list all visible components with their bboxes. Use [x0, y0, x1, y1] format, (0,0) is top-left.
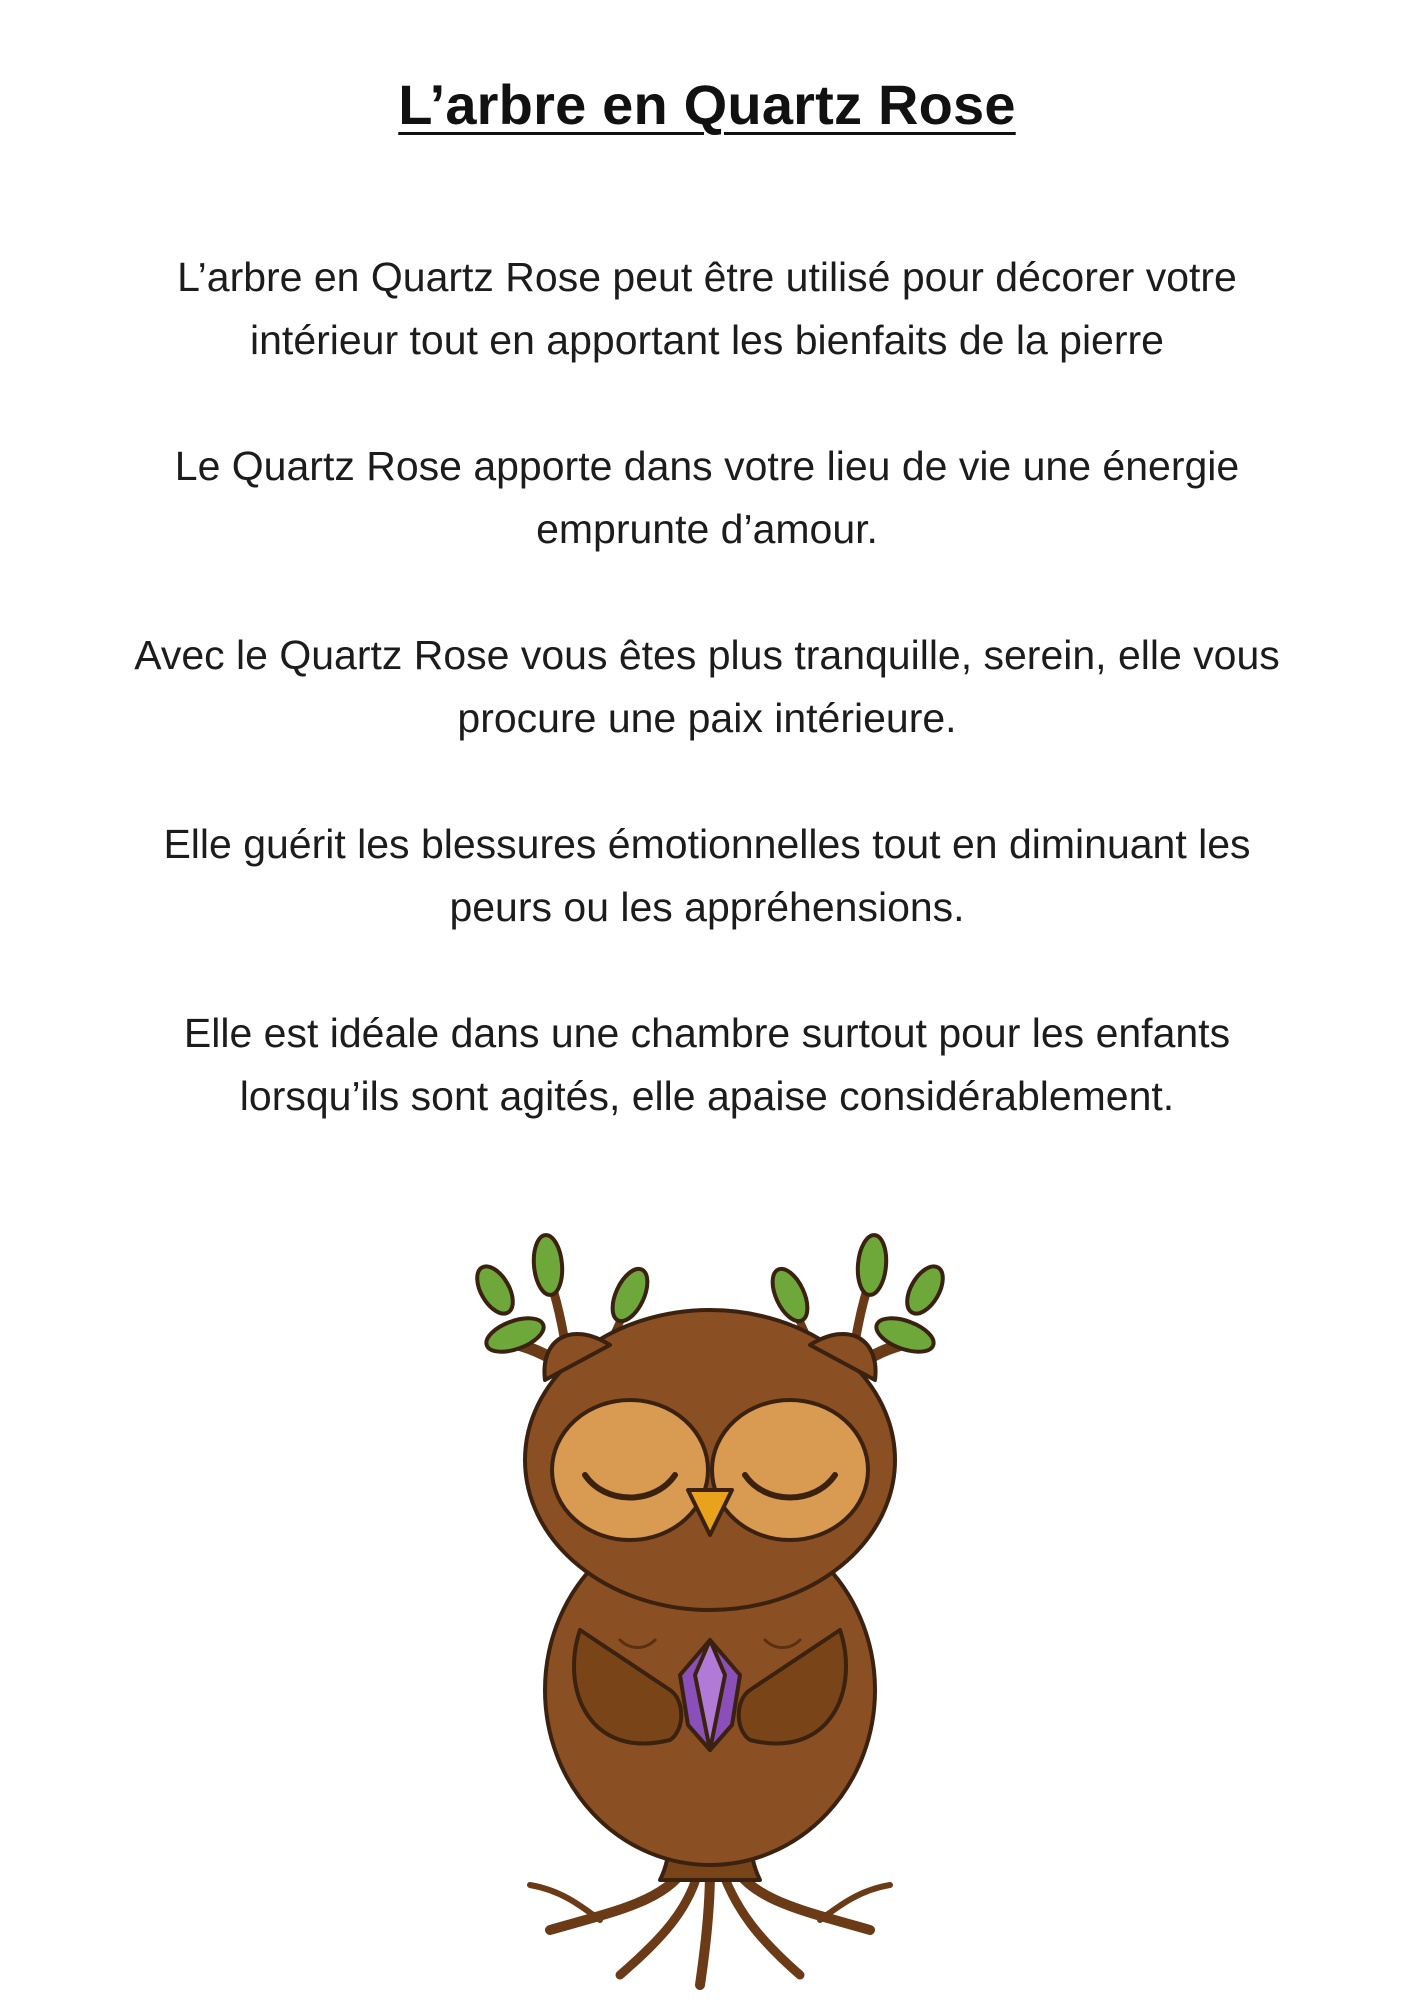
paragraph-line: L’arbre en Quartz Rose peut être utilisé pour décorer votre [177, 254, 1237, 300]
paragraph-line: Le Quartz Rose apporte dans votre lieu de vie une énergie [174, 443, 1240, 489]
paragraph-line: peurs ou les appréhensions. [449, 884, 965, 930]
paragraph-children-room [60, 1002, 1354, 1128]
paragraph-line: intérieur tout en apportant les bienfaits de la pierre [250, 317, 1164, 363]
paragraph-line: emprunte d’amour. [536, 506, 878, 552]
paragraph-love-energy [60, 435, 1354, 561]
paragraph-emotional-healing [60, 813, 1354, 939]
paragraph-line: lorsqu’ils sont agités, elle apaise considérablement. [239, 1073, 1175, 1119]
paragraph-decoration [60, 246, 1354, 372]
paragraph-line: procure une paix intérieure. [457, 695, 957, 741]
paragraph-inner-peace [60, 624, 1354, 750]
owl-tree-icon [460, 1170, 960, 1990]
paragraph-line: Elle guérit les blessures émotionnelles tout en diminuant les [163, 821, 1251, 867]
page-title: L’arbre en Quartz Rose [398, 73, 1016, 136]
paragraph-line: Elle est idéale dans une chambre surtout pour les enfants [183, 1010, 1231, 1056]
owl-tree-illustration [460, 1170, 960, 1990]
body-text [60, 246, 1354, 1191]
paragraph-line: Avec le Quartz Rose vous êtes plus tranquille, serein, elle vous [134, 632, 1280, 678]
